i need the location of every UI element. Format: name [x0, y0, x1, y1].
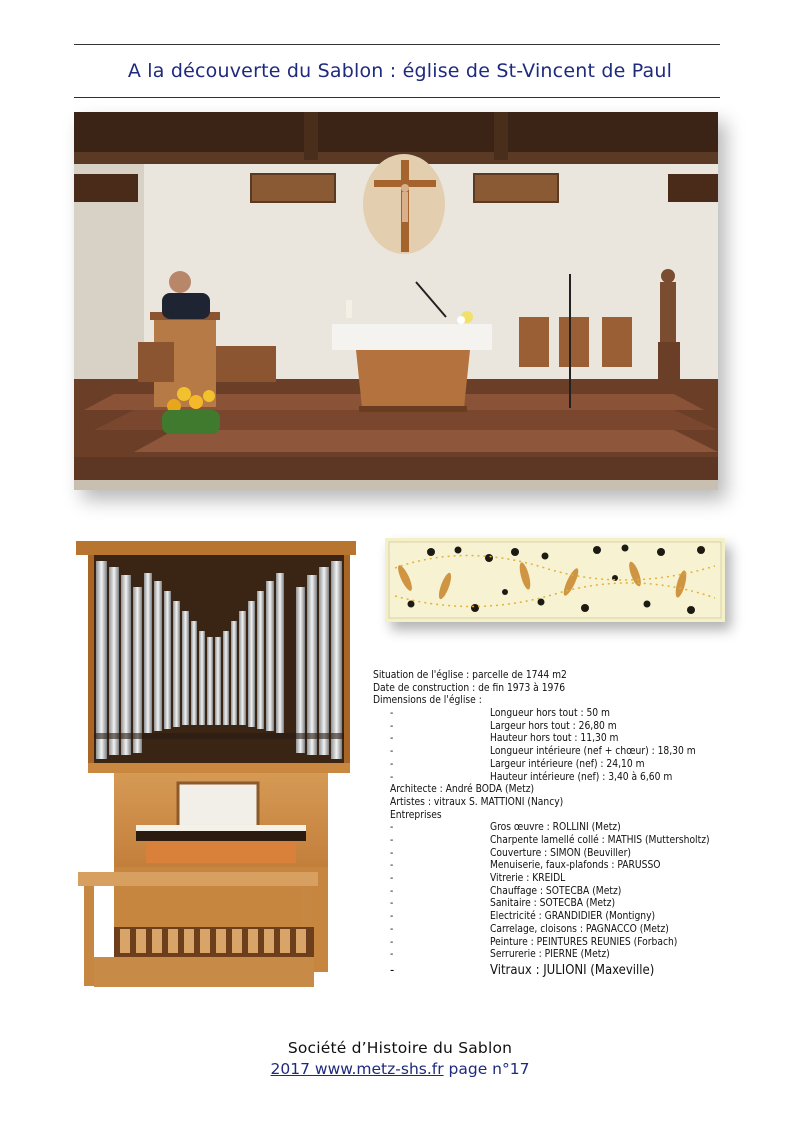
- dimensions-heading: Dimensions de l'église :: [373, 695, 482, 707]
- dimension-item: - Largeur hors tout : 26,80 m: [390, 720, 617, 732]
- dimension-item: - Longueur hors tout : 50 m: [390, 708, 610, 720]
- dimension-item: - Largeur intérieure (nef) : 24,10 m: [390, 758, 645, 770]
- church-info: [373, 670, 753, 979]
- company-item: - Electricité : GRANDIDIER (Montigny): [390, 911, 656, 923]
- company-item: - Serrurerie : PIERNE (Metz): [390, 949, 610, 961]
- company-item: - Carrelage, cloisons : PAGNACCO (Metz): [390, 923, 669, 935]
- footer: [0, 1038, 800, 1080]
- company-item: - Charpente lamellé collé : MATHIS (Muttersholtz): [390, 835, 710, 847]
- stained-glass-photo: [385, 538, 725, 622]
- artists-line: Artistes : vitraux S. MATTIONI (Nancy): [390, 796, 564, 808]
- organ-photo: [74, 537, 364, 997]
- page-title: A la découverte du Sablon : église de St-Vincent de Paul: [127, 60, 673, 82]
- architect-line: Architecte : André BODA (Metz): [390, 784, 535, 796]
- altar-photo: [74, 112, 718, 490]
- footer-society: Société d’Histoire du Sablon: [287, 1039, 513, 1057]
- company-item: - Gros œuvre : ROLLINI (Metz): [390, 822, 621, 834]
- title-underline: [74, 97, 720, 98]
- dimension-item: - Longueur intérieure (nef + chœur) : 18,30 m: [390, 746, 696, 758]
- company-item: - Peinture : PEINTURES REUNIES (Forbach): [390, 936, 678, 948]
- company-item: - Chauffage : SOTECBA (Metz): [390, 885, 622, 897]
- company-item: - Sanitaire : SOTECBA (Metz): [390, 898, 616, 910]
- top-rule: [74, 44, 720, 45]
- company-item: - Menuiserie, faux-plafonds : PARUSSO: [390, 860, 661, 872]
- construction-line: Date de construction : de fin 1973 à 1976: [373, 682, 566, 694]
- dimension-item: - Hauteur intérieure (nef) : 3,40 à 6,60 m: [390, 771, 673, 783]
- company-item: - Vitrerie : KREIDL: [390, 873, 566, 885]
- website-link[interactable]: 2017 www.metz-shs.fr: [270, 1060, 444, 1078]
- company-item-vitraux: - Vitraux : JULIONI (Maxeville): [390, 962, 655, 978]
- dimension-item: - Hauteur hors tout : 11,30 m: [390, 733, 619, 745]
- situation-line: Situation de l'église : parcelle de 1744 m2: [373, 670, 567, 681]
- page-number: page n°17: [448, 1060, 530, 1078]
- companies-heading: Entreprises: [390, 809, 442, 821]
- company-item: - Couverture : SIMON (Beuviller): [390, 847, 631, 859]
- footer-line: [0, 1059, 800, 1080]
